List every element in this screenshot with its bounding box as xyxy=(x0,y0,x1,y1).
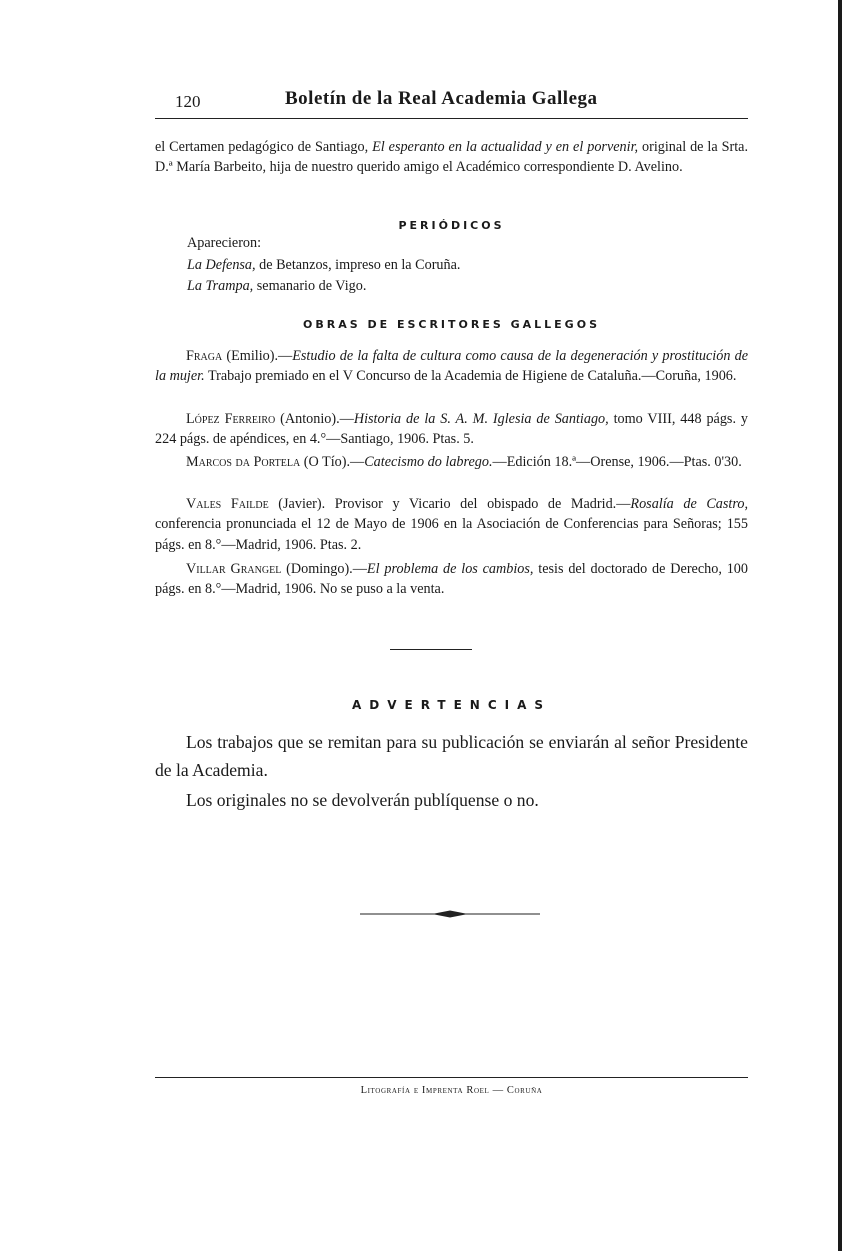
notice-paragraph: Los trabajos que se remitan para su publicación se enviarán al señor Presidente de la Academia. xyxy=(155,732,748,780)
obra-details: tomo VIII, 448 págs. y 224 págs. de apéndices, en 4.°—Santiago, 1906. Ptas. 5. xyxy=(155,411,748,448)
obra-details: conferencia pronunciada el 12 de Mayo de 1906 en la Asociación de Conferencias para Señoras; 155 págs. en 8.°—Madrid, 1906. Ptas. 2. xyxy=(155,516,748,553)
header-rule xyxy=(155,118,748,119)
obra-title: Catecismo do labrego. xyxy=(364,454,493,470)
obra-details: tesis del doctorado de Derecho, 100 págs. en 8.°—Madrid, 1906. No se puso a la venta. xyxy=(155,561,748,598)
page-edge-line xyxy=(838,0,842,1251)
obra-title: Historia de la S. A. M. Iglesia de Santiago, xyxy=(353,411,609,427)
obra-author: Vales Failde xyxy=(186,496,269,512)
obra-entry xyxy=(155,346,748,387)
periodico-title: La Trampa, xyxy=(187,278,254,294)
obra-details: Trabajo premiado en el V Concurso de la Academia de Higiene de Cataluña.—Coruña, 1906. xyxy=(204,368,737,385)
obra-author-rest: (Javier). Provisor y Vicario del obispado de Madrid.— xyxy=(268,496,631,512)
journal-title: Boletín de la Real Academia Gallega xyxy=(285,88,598,109)
obra-author: Marcos da Portela xyxy=(186,454,301,470)
obra-entry xyxy=(155,452,748,472)
section-divider xyxy=(390,649,472,650)
periodico-item xyxy=(187,255,747,276)
periodico-desc: semanario de Vigo. xyxy=(253,278,367,294)
obra-author-rest: (Domingo).— xyxy=(281,561,367,577)
obra-entry xyxy=(155,409,748,450)
ornament-divider-icon xyxy=(360,906,540,922)
periodico-item xyxy=(187,276,747,297)
obra-title: El problema de los cambios, xyxy=(366,561,534,577)
section-heading-periodicos: PERIÓDICOS xyxy=(398,219,505,232)
obra-author: Villar Grangel xyxy=(186,561,282,577)
notice-paragraph: Los originales no se devolverán publíquense o no. xyxy=(186,790,539,810)
obra-title: Estudio de la falta de cultura como causa de la degeneración y prostitución de la mujer. xyxy=(155,348,748,385)
page-number: 120 xyxy=(175,92,201,111)
periodicos-intro: Aparecieron: xyxy=(187,235,262,251)
intro-text-rest: original de la Srta. D.ª María Barbeito, hija de nuestro querido amigo el Académico correspondiente D. Avelino. xyxy=(155,139,748,176)
periodico-title: La Defensa, xyxy=(187,257,256,273)
obra-author-rest: (Antonio).— xyxy=(275,411,354,427)
obra-author-rest: (Emilio).— xyxy=(222,348,293,364)
periodico-desc: de Betanzos, impreso en la Coruña. xyxy=(255,257,461,273)
obra-title: Rosalía de Castro, xyxy=(630,496,748,512)
obra-author: López Ferreiro xyxy=(186,411,276,427)
obra-author-rest: (O Tío).— xyxy=(300,454,365,470)
obra-author: Fraga xyxy=(186,348,223,364)
intro-italic-title: El esperanto en la actualidad y en el porvenir, xyxy=(372,139,639,155)
section-heading-advertencias: ADVERTENCIAS xyxy=(351,698,552,712)
section-heading-obras: OBRAS DE ESCRITORES GALLEGOS xyxy=(303,318,600,331)
obra-entry xyxy=(155,559,748,600)
intro-text: el Certamen pedagógico de Santiago, xyxy=(155,139,373,155)
running-header xyxy=(155,88,748,116)
obra-details: —Edición 18.ª—Orense, 1906.—Ptas. 0'30. xyxy=(492,454,742,470)
obra-entry xyxy=(155,494,748,555)
printer-imprint: Litografía e Imprenta Roel — Coruña xyxy=(360,1085,543,1096)
intro-paragraph xyxy=(155,137,748,178)
footer-rule xyxy=(155,1077,748,1078)
